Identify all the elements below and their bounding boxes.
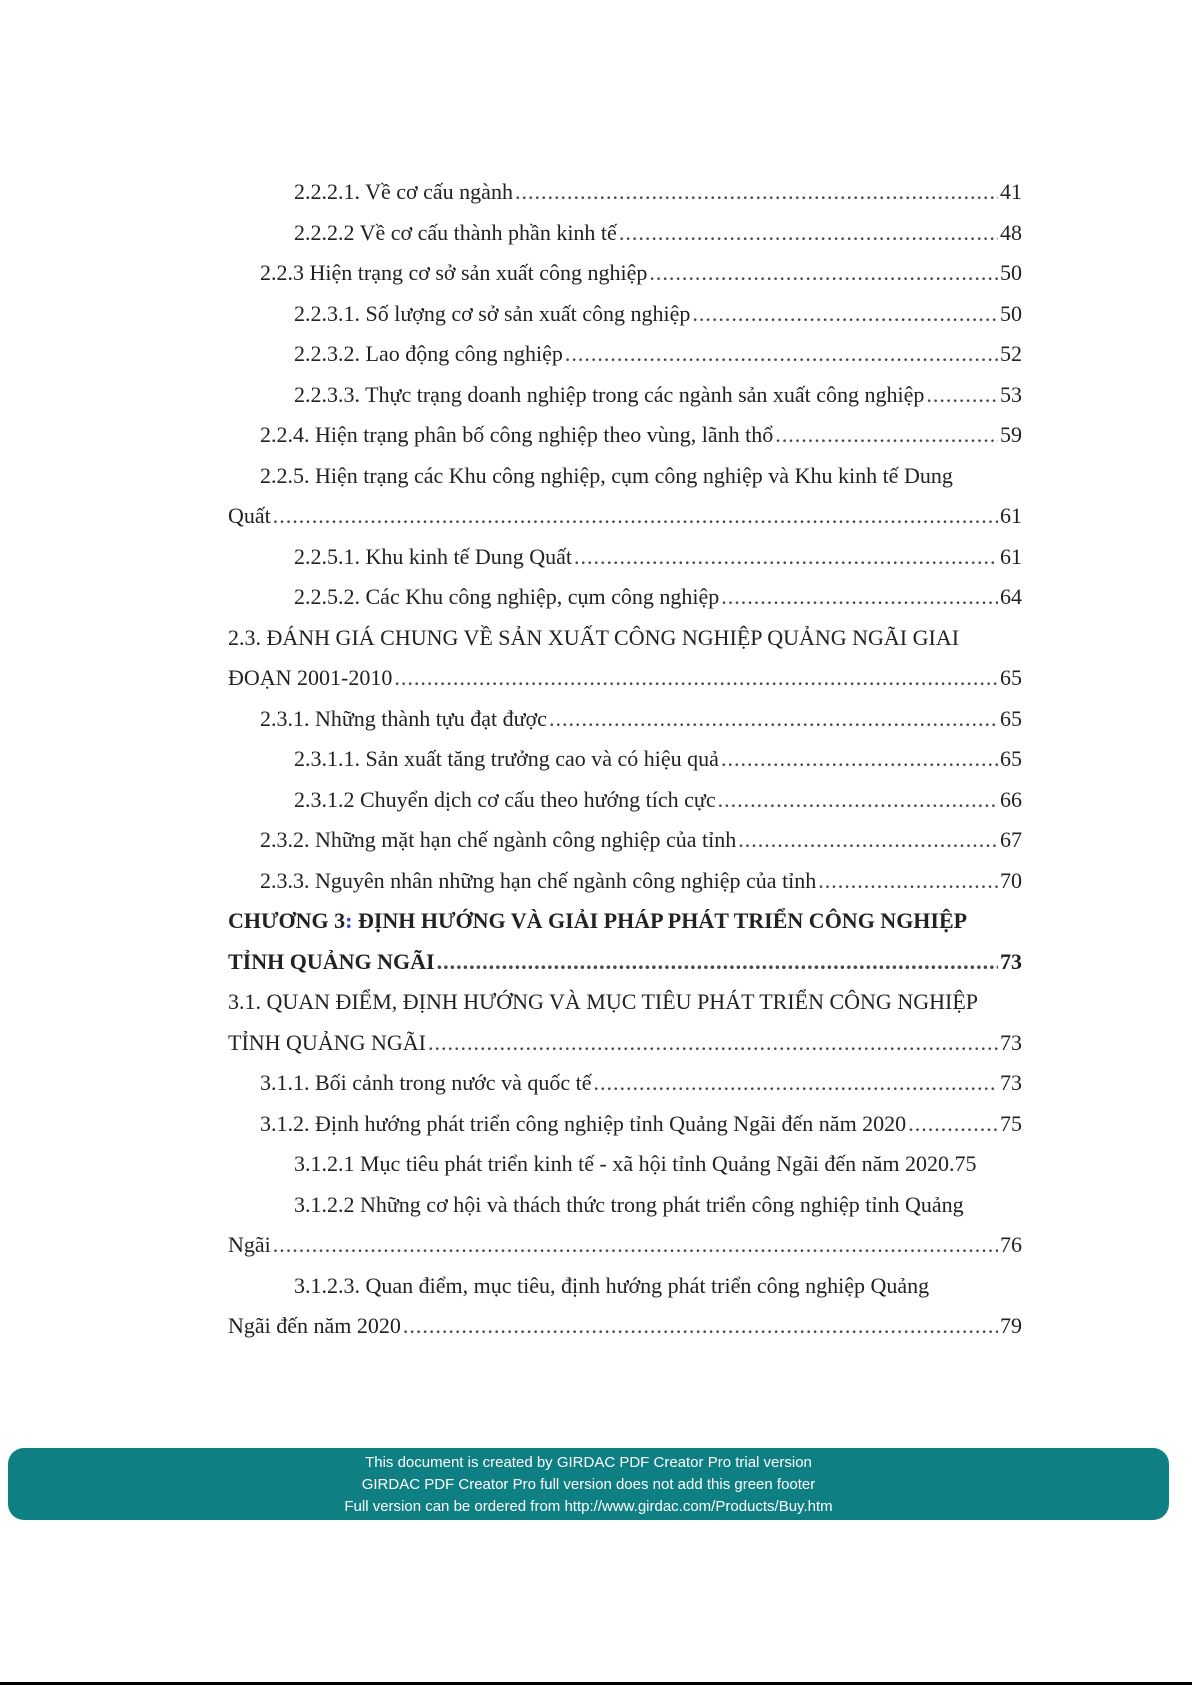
toc-entry-title: 2.2.2.2 Về cơ cấu thành phần kinh tế [294,219,617,245]
toc-section-heading [228,982,1022,1023]
toc-entry [228,334,1022,375]
toc-entry [228,537,1022,578]
toc-entry-title: 2.2.5.2. Các Khu công nghiệp, cụm công nghiệp [294,584,720,609]
toc-entry-page: 59 [1000,422,1022,447]
toc-entry-page: 64 [1000,584,1022,609]
toc-entry-title: 2.2.4. Hiện trạng phân bố công nghiệp theo vùng, lãnh thổ [260,422,774,447]
dot-leader [721,577,998,618]
toc-entry-title: 3.1.2.2 Những cơ hội và thách thức trong phát triển công nghiệp tỉnh Quảng [294,1191,964,1217]
toc-entry-title: Quất [228,503,271,528]
dot-leader [692,294,998,335]
toc-entry-continuation [228,942,1022,983]
toc-entry-page: 53 [1000,381,1022,407]
toc-entry-page: 50 [1000,300,1022,326]
toc-entry-continuation [228,1225,1022,1266]
footer-line-2: GIRDAC PDF Creator Pro full version does not add this green footer [361,1476,816,1493]
toc-entry-page: 41 [1000,179,1022,204]
toc-entry [228,172,1022,213]
dot-leader [273,1225,998,1266]
toc-entry-title: 2.2.3.2. Lao động công nghiệp [294,341,563,366]
toc-entry [228,1104,1022,1145]
toc-entry [228,739,1022,780]
dot-leader [394,658,998,699]
toc-chapter-heading [228,901,1022,942]
toc-entry-title: 2.3. ĐÁNH GIÁ CHUNG VỀ SẢN XUẤT CÔNG NGHIỆP QUẢNG NGÃI GIAI [228,624,960,650]
toc-entry-title: 2.3.3. Nguyên nhân những hạn chế ngành công nghiệp của tỉnh [260,867,817,893]
toc-entry [228,577,1022,618]
footer-line-1: This document is created by GIRDAC PDF Creator Pro trial version [365,1454,812,1471]
dot-leader [721,739,998,780]
dot-leader [428,1023,998,1064]
dot-leader [437,942,998,983]
dot-leader [718,780,998,821]
toc-entry-page: 73 [1000,1029,1022,1055]
toc-section-heading [228,618,1022,659]
toc-entry-title: 2.3.1. Những thành tựu đạt được [260,705,547,731]
toc-entry-page: 75 [1000,1110,1022,1136]
toc-entry [228,253,1022,294]
toc-entry-page: 76 [1000,1232,1022,1257]
toc-entry-page: 67 [1000,827,1022,852]
toc-entry-title: 2.2.5. Hiện trạng các Khu công nghiệp, cụm công nghiệp và Khu kinh tế Dung [260,462,953,488]
toc-entry-title: TỈNH QUẢNG NGÃI [228,948,435,974]
toc-entry-page: 73 [1000,1070,1022,1095]
toc-entry-page: 50 [1000,260,1022,285]
toc-entry-title: 2.2.5.1. Khu kinh tế Dung Quất [294,543,573,569]
toc-entry-title: 3.1. QUAN ĐIỂM, ĐỊNH HƯỚNG VÀ MỤC TIÊU PHÁT TRIỂN CÔNG NGHIỆP [228,989,978,1014]
dot-leader [593,1063,998,1104]
toc-entry-title: 2.2.3 Hiện trạng cơ sở sản xuất công nghiệp [260,260,648,285]
toc-entry-page: 48 [1000,219,1022,245]
toc-entry-title: 2.3.1.1. Sản xuất tăng trưởng cao và có hiệu quả [294,746,719,771]
toc-entry [228,1063,1022,1104]
toc-entry [228,375,1022,416]
chapter-title: ĐỊNH HƯỚNG VÀ GIẢI PHÁP PHÁT TRIỂN CÔNG NGHIỆP [352,908,968,933]
dot-leader [926,375,998,416]
toc-entry-page: 61 [1000,503,1022,528]
trial-footer-banner [8,1448,1169,1520]
toc-entry-page: 65 [1000,705,1022,731]
toc-entry-page: 75 [954,1151,977,1176]
dot-leader [565,334,998,375]
dot-leader [908,1104,998,1145]
toc-entry-title: 2.3.2. Những mặt hạn chế ngành công nghiệp của tỉnh [260,827,737,852]
toc-entry-title: ĐOẠN 2001-2010 [228,665,393,690]
toc-entry-continuation [228,1306,1022,1347]
toc-entry [228,294,1022,335]
toc-entry-title: 2.2.2.1. Về cơ cấu ngành [294,179,513,204]
toc-entry-title: 3.1.2.1 Mục tiêu phát triển kinh tế - xã hội tỉnh Quảng Ngãi đến năm 2020. [294,1151,955,1176]
toc-entry-title: 3.1.1. Bối cảnh trong nước và quốc tế [260,1070,592,1095]
toc-entry-page: 73 [1000,948,1022,974]
dot-leader [619,213,998,254]
chapter-colon: : [345,908,353,933]
toc-entry-title: 2.2.3.3. Thực trạng doanh nghiệp trong các ngành sản xuất công nghiệp [294,381,925,407]
dot-leader [818,861,998,902]
dot-leader [403,1306,998,1347]
dot-leader [515,172,998,213]
toc-entry [228,1144,1022,1185]
toc-entry [228,861,1022,902]
toc-entry-title: 2.2.3.1. Số lượng cơ sở sản xuất công nghiệp [294,300,691,326]
toc-entry-title: TỈNH QUẢNG NGÃI [228,1029,426,1055]
toc-entry-page: 65 [1000,746,1022,771]
toc-entry [228,415,1022,456]
toc-entry-page: 61 [1000,543,1022,569]
toc-entry-wrapped [228,1266,1022,1307]
toc-entry [228,780,1022,821]
toc-entry [228,699,1022,740]
dot-leader [549,699,998,740]
toc-entry-wrapped [228,456,1022,497]
toc-entry-title: 3.1.2. Định hướng phát triển công nghiệp tỉnh Quảng Ngãi đến năm 2020 [260,1110,907,1136]
toc-entry-title: Ngãi [228,1232,271,1257]
toc-entry-page: 70 [1000,867,1022,893]
toc-entry-page: 79 [1000,1313,1022,1338]
toc-entry-title: 2.3.1.2 Chuyển dịch cơ cấu theo hướng tích cực [294,786,716,812]
table-of-contents [228,172,1022,1347]
toc-entry-page: 65 [1000,665,1022,690]
dot-leader [273,496,998,537]
toc-entry-wrapped [228,1185,1022,1226]
footer-line-3: Full version can be ordered from http://www.girdac.com/Products/Buy.htm [344,1498,833,1515]
toc-entry-continuation [228,1023,1022,1064]
dot-leader [649,253,998,294]
toc-entry-title [228,901,967,942]
dot-leader [775,415,998,456]
toc-entry-continuation [228,496,1022,537]
dot-leader [574,537,998,578]
toc-entry [228,820,1022,861]
toc-entry [228,213,1022,254]
toc-entry-page: 52 [1000,341,1022,366]
dot-leader [738,820,998,861]
toc-entry-title: 3.1.2.3. Quan điểm, mục tiêu, định hướng phát triển công nghiệp Quảng [294,1272,930,1298]
toc-entry-title: Ngãi đến năm 2020 [228,1313,401,1338]
toc-entry-page: 66 [1000,786,1022,812]
toc-entry-continuation [228,658,1022,699]
chapter-label: CHƯƠNG 3 [228,908,346,933]
